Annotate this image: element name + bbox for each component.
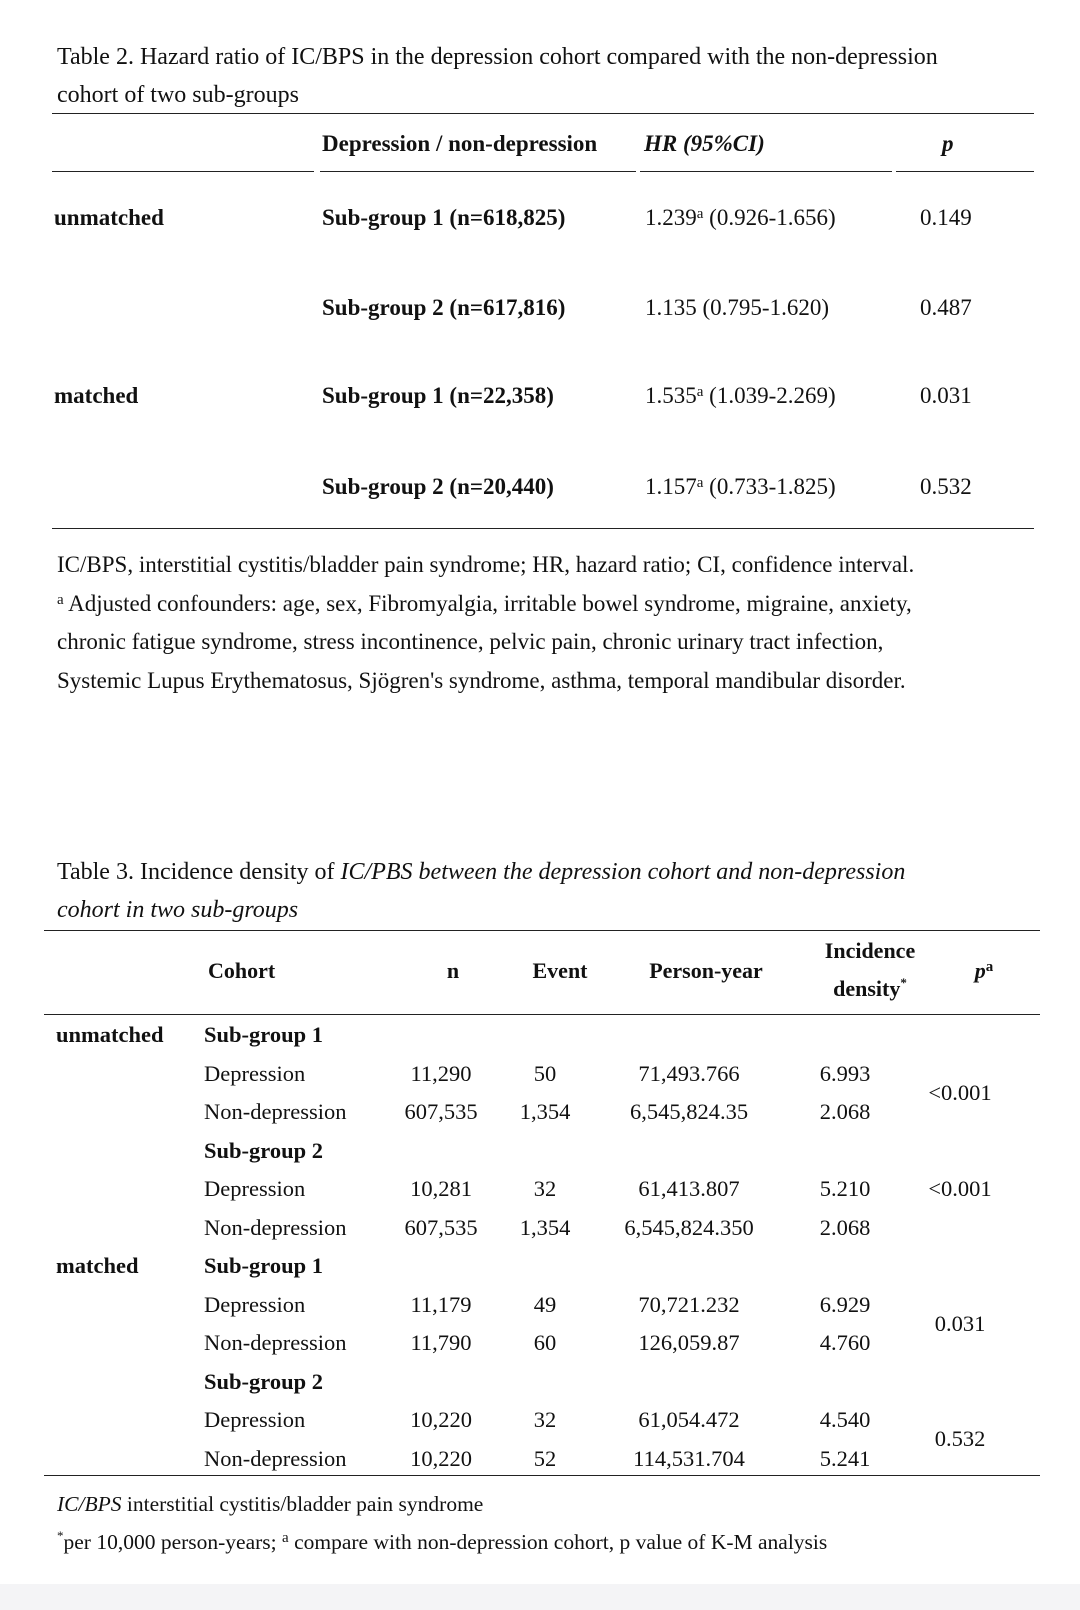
table2-row-group: Sub-group 1 (n=22,358): [322, 383, 554, 408]
table2-hr-value: 1.157: [645, 474, 697, 499]
table3-cell-event: 52: [533, 1445, 557, 1471]
table2-hr-value: 1.135 (0.795-1.620): [645, 295, 829, 320]
table3-caption: [57, 853, 1037, 929]
table3-cell-n: 10,220: [410, 1407, 472, 1432]
table3-caption-line1: Table 3. Incidence density of IC/PBS between the depression cohort and non-depression: [57, 859, 906, 885]
table3-cell-person-year: 70,721.232: [638, 1291, 740, 1317]
table3-note-abbrev: IC/BPS interstitial cystitis/bladder pain syndrome: [57, 1492, 484, 1516]
table3-cell-event: 1,354: [519, 1099, 571, 1124]
table3-cell-n: 10,220: [410, 1445, 472, 1471]
table2-row-group: Sub-group 1 (n=618,825): [322, 205, 566, 230]
table2-header-group: Depression / non-depression: [322, 131, 598, 156]
table2-hr-value: 1.239: [645, 205, 697, 230]
table3-section-label: matched: [56, 1253, 139, 1278]
table3-subgroup-label: Sub-group 1: [204, 1022, 324, 1047]
table3-cell-event: 32: [533, 1176, 557, 1201]
table3-header-cohort: Cohort: [208, 958, 276, 983]
table3-cell-n: 607,535: [404, 1214, 478, 1240]
table2-notes: [57, 546, 1047, 700]
footnote-marker-a: a: [57, 591, 64, 608]
table2-bottom-rule: [52, 528, 1034, 529]
table2-row-group: Sub-group 2 (n=20,440): [322, 474, 554, 499]
table2-hr-ci: (0.733-1.825): [703, 474, 836, 499]
table3-caption-line2: cohort in two sub-groups: [57, 897, 299, 923]
table2-row-group: Sub-group 2 (n=617,816): [322, 295, 566, 320]
table3-subgroup-label: Sub-group 1: [204, 1253, 324, 1278]
table2-row-p: 0.532: [920, 474, 972, 499]
table2-row-p: 0.031: [920, 383, 972, 408]
table3-header-event: Event: [532, 958, 588, 983]
table3-subgroup-label: Sub-group 2: [204, 1368, 324, 1394]
page-bottom-bar: [0, 1584, 1080, 1610]
table3-cell-p: <0.001: [928, 1176, 992, 1201]
table3-cell-person-year: 61,054.472: [638, 1407, 740, 1432]
table3-cell-event: 49: [533, 1291, 557, 1317]
table2-note-confounders-2: chronic fatigue syndrome, stress incontinence, pelvic pain, chronic urinary tract infection,: [57, 629, 884, 654]
table2-header-rule-p: [896, 171, 1034, 172]
table3-cell-cohort: Depression: [204, 1176, 306, 1201]
table3-cell-n: 10,281: [410, 1176, 472, 1201]
table3-cell-cohort: Non-depression: [204, 1445, 347, 1471]
table2-row-hr: [645, 295, 829, 321]
table2-header-rule-mid: [320, 171, 636, 172]
table2-caption-line2: cohort of two sub-groups: [57, 82, 299, 108]
table2-row-hr: [645, 474, 836, 500]
table2-hr-ci: (0.926-1.656): [703, 205, 836, 230]
table3-header-rule: [44, 1014, 1040, 1015]
table3-cell-incidence: 4.540: [819, 1407, 871, 1432]
table3-note-definitions: *per 10,000 person-years; $^a$ compare with non-depression cohort, p value of K-M analysis: [57, 1528, 828, 1554]
table2-caption: [57, 38, 1037, 114]
table3-cell-n: 11,790: [410, 1330, 472, 1355]
table2-header-p: p: [942, 131, 954, 156]
table3-cell-incidence: 6.929: [819, 1291, 871, 1317]
table3-cell-p: <0.001: [928, 1079, 992, 1105]
table3-cell-p: 0.031: [934, 1310, 986, 1336]
table3-cell-n: 11,179: [410, 1291, 472, 1317]
table2-header-rule-hr: [640, 171, 892, 172]
table3-header-incidence: Incidence: [824, 938, 916, 963]
table3-cell-incidence: 6.993: [819, 1060, 871, 1086]
table3-cell-event: 60: [533, 1330, 557, 1355]
table2-note-confounders-3: Systemic Lupus Erythematosus, Sjögren's syndrome, asthma, temporal mandibular disorder.: [57, 667, 906, 693]
table3-cell-incidence: 5.241: [819, 1445, 871, 1471]
table2-row-p: 0.487: [920, 295, 972, 320]
table3-cell-event: 1,354: [519, 1214, 571, 1240]
table3-cell-cohort: Depression: [204, 1291, 306, 1317]
table3-cell-incidence: 2.068: [819, 1214, 871, 1240]
table3-cell-n: 607,535: [404, 1099, 478, 1124]
table3-header-density: density*: [833, 975, 907, 1001]
table2-header-rule-left: [52, 171, 314, 172]
table3-bottom-rule: [44, 1475, 1040, 1476]
table2-row-hr: [645, 205, 836, 231]
footnote-marker-a: a: [696, 475, 704, 491]
footnote-marker-a: a: [696, 384, 704, 400]
table3-cell-person-year: 6,545,824.35: [629, 1099, 749, 1124]
table3-cell-cohort: Non-depression: [204, 1214, 347, 1240]
table3-header-p: $p^a$: [974, 958, 994, 983]
table3-top-rule: [44, 930, 1040, 931]
table2-row-p: 0.149: [920, 205, 972, 230]
table2-caption-line1: Table 2. Hazard ratio of IC/BPS in the depression cohort compared with the non-depression: [57, 44, 938, 70]
table2-row-label: matched: [54, 383, 139, 408]
table3-header-person-year: Person-year: [649, 958, 763, 983]
table3-cell-person-year: 61,413.807: [638, 1176, 740, 1201]
table2-row-label: unmatched: [54, 205, 164, 230]
table3-cell-incidence: 4.760: [819, 1330, 871, 1355]
table3-cell-cohort: Depression: [204, 1407, 306, 1432]
table3-header-n: n: [446, 958, 460, 983]
table3-cell-cohort: Non-depression: [204, 1330, 347, 1355]
table3-cell-person-year: 114,531.704: [633, 1445, 745, 1471]
table3-cell-cohort: Depression: [204, 1060, 306, 1086]
table3-section-label: unmatched: [56, 1022, 164, 1047]
table3-subgroup-label: Sub-group 2: [204, 1137, 324, 1163]
table3-cell-incidence: 2.068: [819, 1099, 871, 1124]
table3-cell-n: 11,290: [410, 1060, 472, 1086]
footnote-marker-a: a: [696, 206, 704, 222]
table2-hr-value: 1.535: [645, 383, 697, 408]
table2-hr-ci: (1.039-2.269): [703, 383, 836, 408]
table3-cell-event: 32: [533, 1407, 557, 1432]
table3-notes: [57, 1485, 1047, 1561]
table3-cell-p: 0.532: [934, 1426, 986, 1452]
table3-cell-event: 50: [533, 1060, 557, 1086]
table3-cell-incidence: 5.210: [819, 1176, 871, 1201]
table3-cell-person-year: 6,545,824.350: [624, 1214, 754, 1240]
table3-cell-person-year: 126,059.87: [638, 1330, 740, 1355]
table3-cell-cohort: Non-depression: [204, 1099, 347, 1124]
table2-header-hr: HR (95%CI): [644, 131, 765, 156]
table2-row-hr: [645, 383, 836, 409]
table2-note-abbrev: IC/BPS, interstitial cystitis/bladder pain syndrome; HR, hazard ratio; CI, confidence interval.: [57, 552, 915, 577]
table3-cell-person-year: 71,493.766: [638, 1060, 740, 1086]
table2-top-rule: [52, 113, 1034, 114]
table2-note-confounders-1: $^a$ Adjusted confounders: age, sex, Fibromyalgia, irritable bowel syndrome, migraine, anxiety,: [57, 590, 912, 616]
